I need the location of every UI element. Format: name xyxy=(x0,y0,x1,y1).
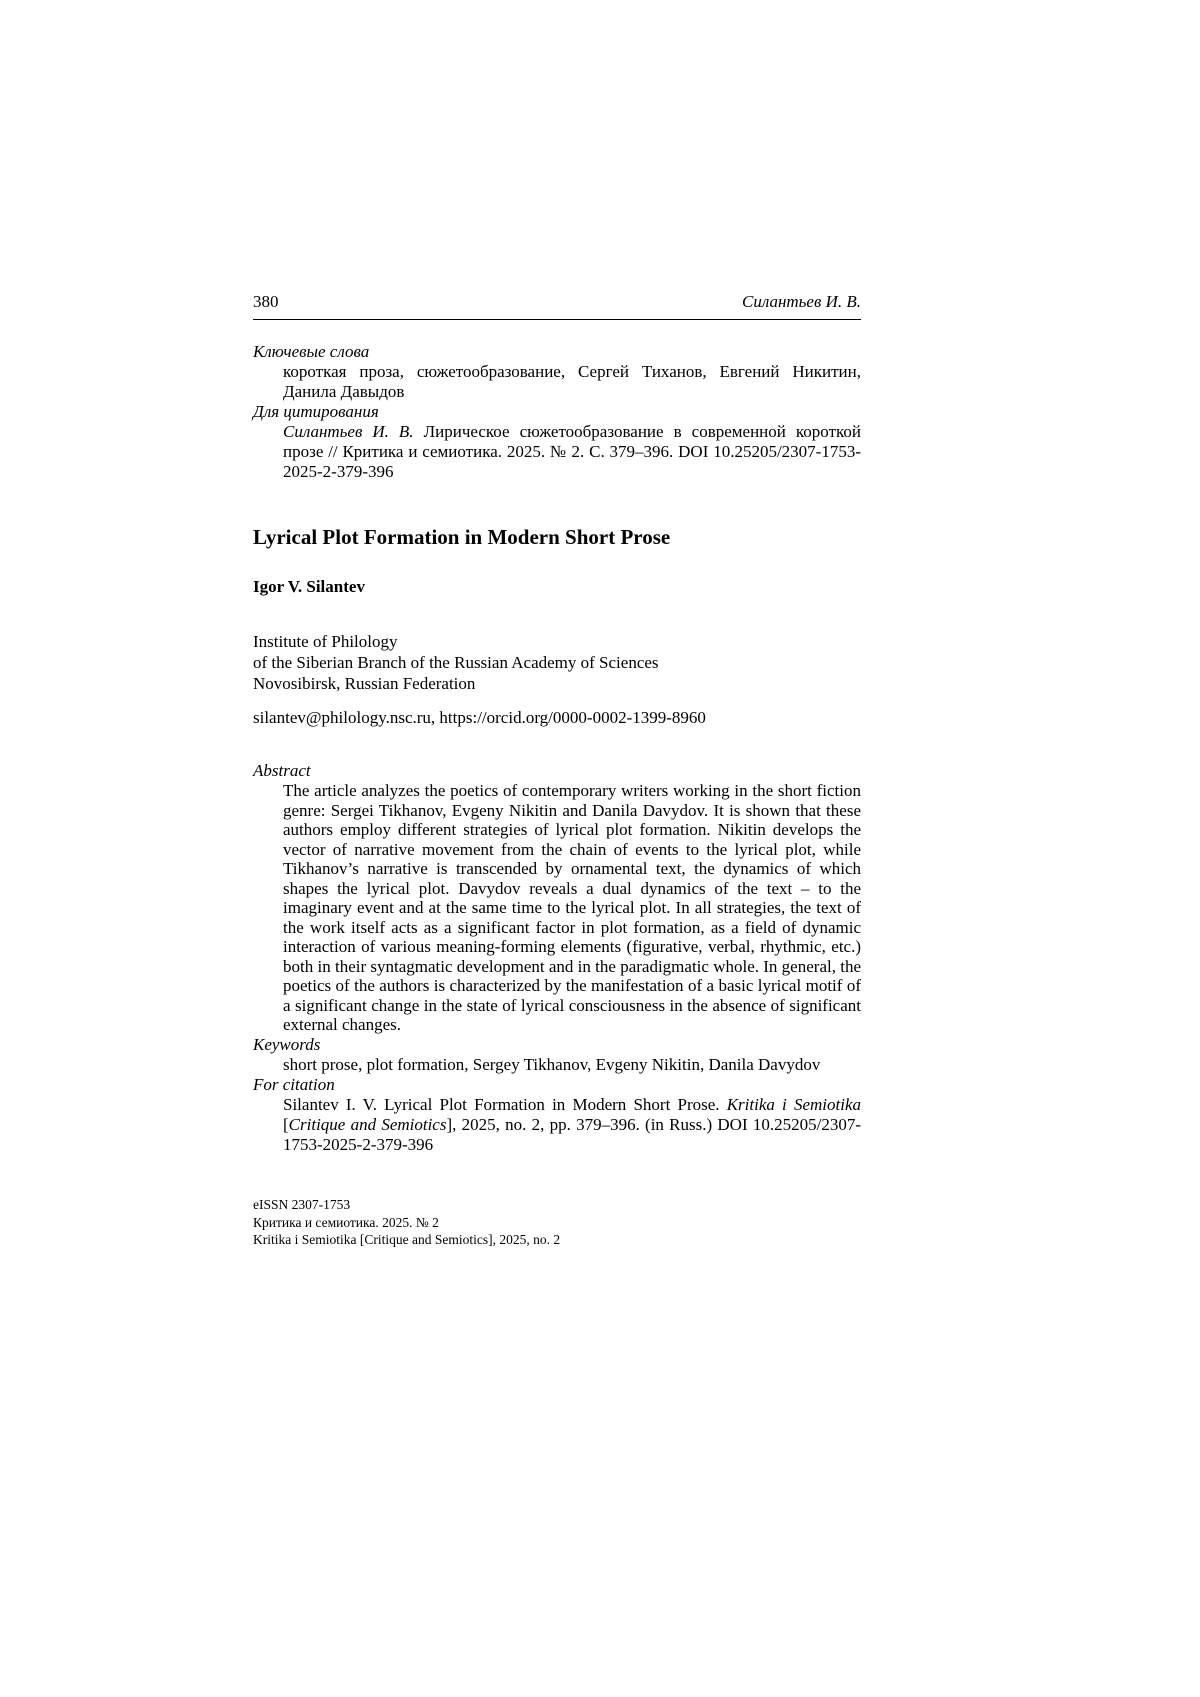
running-header xyxy=(253,292,861,320)
ru-citation-rest: Лирическое сюжетообразование в современной короткой прозе // Критика и семиотика. 2025. № 2. С. 379–396. DOI 10.25205/2307-1753-2025-2-379-396 xyxy=(283,422,861,481)
ru-keywords-label: Ключевые слова xyxy=(253,342,370,361)
page-footer xyxy=(253,1196,560,1249)
affiliation-line-3: Novosibirsk, Russian Federation xyxy=(253,674,476,693)
en-keywords-text: short prose, plot formation, Sergey Tikhanov, Evgeny Nikitin, Danila Davydov xyxy=(283,1054,821,1074)
article-author: Igor V. Silantev xyxy=(253,577,365,596)
ru-citation-label: Для цитирования xyxy=(253,402,379,421)
footer-eissn: eISSN 2307-1753 xyxy=(253,1197,351,1212)
running-head-author: Силантьев И. В. xyxy=(742,292,861,311)
en-citation-label: For citation xyxy=(253,1074,335,1094)
ru-keywords-text: короткая проза, сюжетообразование, Сергей Тиханов, Евгений Никитин, Данила Давыдов xyxy=(283,362,861,401)
en-keywords-label: Keywords xyxy=(253,1034,321,1054)
en-citation-part3: ], 2025, no. 2, pp. 379–396. (in Russ.) DOI 10.25205/2307-1753-2025-2-379-396 xyxy=(283,1114,861,1154)
abstract-text: The article analyzes the poetics of contemporary writers working in the short fiction genre: Sergei Tikhanov, Evgeny Nikitin and Danila Davydov. It is shown that these authors employ different strategies of lyrical plot formation. Nikitin develops the vector of narrative movement from the chain of events to the lyrical plot, while Tikhanov’s narrative is transcended by ornamental text, the dynamics of which shapes the lyrical plot. Davydov reveals a dual dynamics of the text – to the imaginary event and at the same time to the lyrical plot. In all strategies, the text of the work itself acts as a significant factor in plot formation, as a field of dynamic interaction of various meaning-forming elements (figurative, verbal, rhythmic, etc.) both in their syntagmatic development and in the paradigmatic whole. In general, the poetics of the authors is characterized by the manifestation of a basic lyrical motif of a significant change in the state of lyrical consciousness in the absence of significant external changes. xyxy=(283,781,861,1034)
en-citation-journal: Kritika i Semiotika xyxy=(726,1094,861,1114)
footer-journal-en: Kritika i Semiotika [Critique and Semiotics], 2025, no. 2 xyxy=(253,1232,561,1247)
ru-citation-text xyxy=(253,422,861,482)
article-title: Lyrical Plot Formation in Modern Short Prose xyxy=(253,525,671,549)
affiliation-block xyxy=(253,631,861,694)
affiliation-line-2: of the Siberian Branch of the Russian Academy of Sciences xyxy=(253,653,659,672)
russian-metadata-block xyxy=(253,342,861,482)
en-citation-text xyxy=(253,1095,861,1155)
en-citation-journal-translated: Critique and Semiotics xyxy=(288,1114,447,1134)
ru-citation-author: Силантьев И. В. xyxy=(283,422,414,441)
journal-page xyxy=(253,292,861,1155)
abstract-label: Abstract xyxy=(253,761,311,780)
page-number: 380 xyxy=(253,292,279,311)
affiliation-line-1: Institute of Philology xyxy=(253,632,398,651)
en-citation-part1: Silantev I. V. Lyrical Plot Formation in Modern Short Prose. xyxy=(283,1094,727,1114)
en-citation-part2: [ xyxy=(283,1114,289,1134)
contact-line: silantev@philology.nsc.ru, https://orcid.org/0000-0002-1399-8960 xyxy=(253,708,706,727)
footer-journal-ru: Критика и семиотика. 2025. № 2 xyxy=(253,1214,439,1230)
